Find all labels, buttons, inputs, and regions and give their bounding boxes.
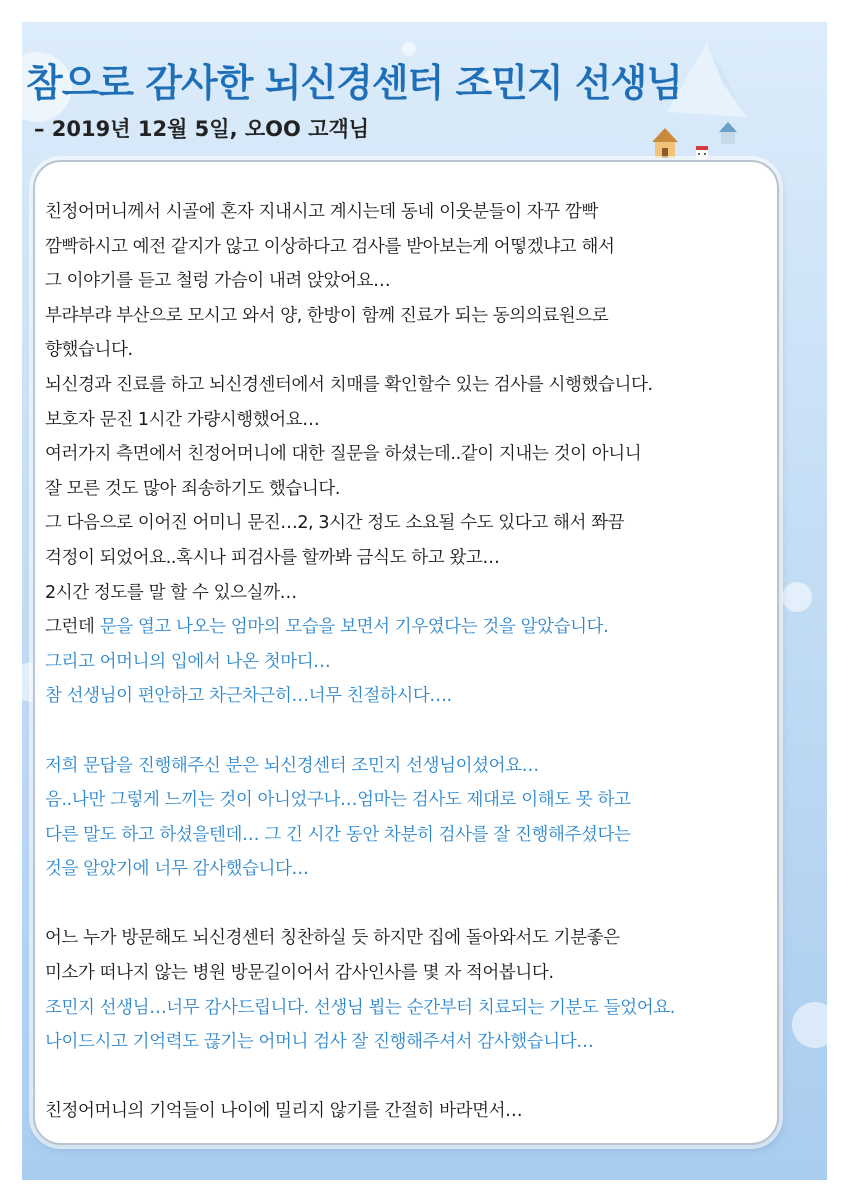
- letter-line: 향했습니다.: [45, 340, 133, 361]
- paragraph-break: [45, 887, 805, 922]
- letter-line: 나이드시고 기억력도 끊기는 어머니 검사 잘 진행해주셔서 감사했습니다…: [45, 1032, 594, 1053]
- letter-line: 미소가 떠나지 않는 병원 방문길이어서 감사인사를 몇 자 적어봅니다.: [45, 963, 554, 984]
- letter-line: 보호자 문진 1시간 가량시행했어요…: [45, 409, 320, 430]
- letter-line: 음..나만 그렇게 느끼는 것이 아니었구나…엄마는 검사도 제대로 이해도 못 하고: [45, 790, 631, 811]
- letter-line: 저희 문답을 진행해주신 분은 뇌신경센터 조민지 선생님이셨어요…: [45, 755, 539, 776]
- letter-line: 조민지 선생님…너무 감사드립니다. 선생님 뵙는 순간부터 치료되는 기분도 들었어요.: [45, 997, 675, 1018]
- letter-body: [45, 195, 805, 1129]
- letter-line: 것을 알았기에 너무 감사했습니다…: [45, 859, 309, 880]
- page-title: 참으로 감사한 뇌신경센터 조민지 선생님: [26, 61, 682, 105]
- paragraph-break: [45, 714, 805, 749]
- letter-line: 그 이야기를 듣고 철렁 가슴이 내려 앉았어요…: [45, 271, 391, 292]
- letter-line: 2시간 정도를 말 할 수 있으실까…: [45, 582, 297, 603]
- letter-line: 참 선생님이 편안하고 차근차근히…너무 친절하시다….: [45, 686, 452, 707]
- page-subtitle: – 2019년 12월 5일, 오OO 고객님: [34, 117, 370, 141]
- letter-line: 그리고 어머니의 입에서 나온 첫마디…: [45, 651, 331, 672]
- letter-line: 여러가지 측면에서 친정어머니에 대한 질문을 하셨는데..같이 지내는 것이 아니니: [45, 444, 642, 465]
- letter-line: 어느 누가 방문해도 뇌신경센터 칭찬하실 듯 하지만 집에 돌아와서도 기분좋은: [45, 928, 620, 949]
- letter-line-prefix: 그런데: [45, 617, 100, 638]
- letter-line: 다른 말도 하고 하셨을텐데… 그 긴 시간 동안 차분히 검사를 잘 진행해주셨다는: [45, 824, 631, 845]
- letter-line-highlight: 문을 열고 나오는 엄마의 모습을 보면서 기우였다는 것을 알았습니다.: [99, 617, 609, 638]
- letter-line: 걱정이 되었어요..혹시나 피검사를 할까봐 금식도 하고 왔고…: [45, 547, 500, 568]
- letter-line: 뇌신경과 진료를 하고 뇌신경센터에서 치매를 확인할수 있는 검사를 시행했습니다.: [45, 374, 653, 395]
- letter-line: 친정어머니의 기억들이 나이에 밀리지 않기를 간절히 바라면서…: [45, 1101, 523, 1122]
- letter-line: 부랴부랴 부산으로 모시고 와서 양, 한방이 함께 진료가 되는 동의의료원으로: [45, 305, 609, 326]
- letter-line: [45, 610, 805, 645]
- paragraph-break: [45, 1060, 805, 1095]
- letter-line: 깜빡하시고 예전 같지가 않고 이상하다고 검사를 받아보는게 어떻겠냐고 해서: [45, 236, 615, 257]
- letter-line: 잘 모른 것도 많아 죄송하기도 했습니다.: [45, 478, 341, 499]
- letter-line: 친정어머니께서 시골에 혼자 지내시고 계시는데 동네 이웃분들이 자꾸 깜빡: [45, 202, 598, 222]
- letter-line: 그 다음으로 이어진 어미니 문진…2, 3시간 정도 소요될 수도 있다고 해서 쫘끔: [45, 513, 625, 534]
